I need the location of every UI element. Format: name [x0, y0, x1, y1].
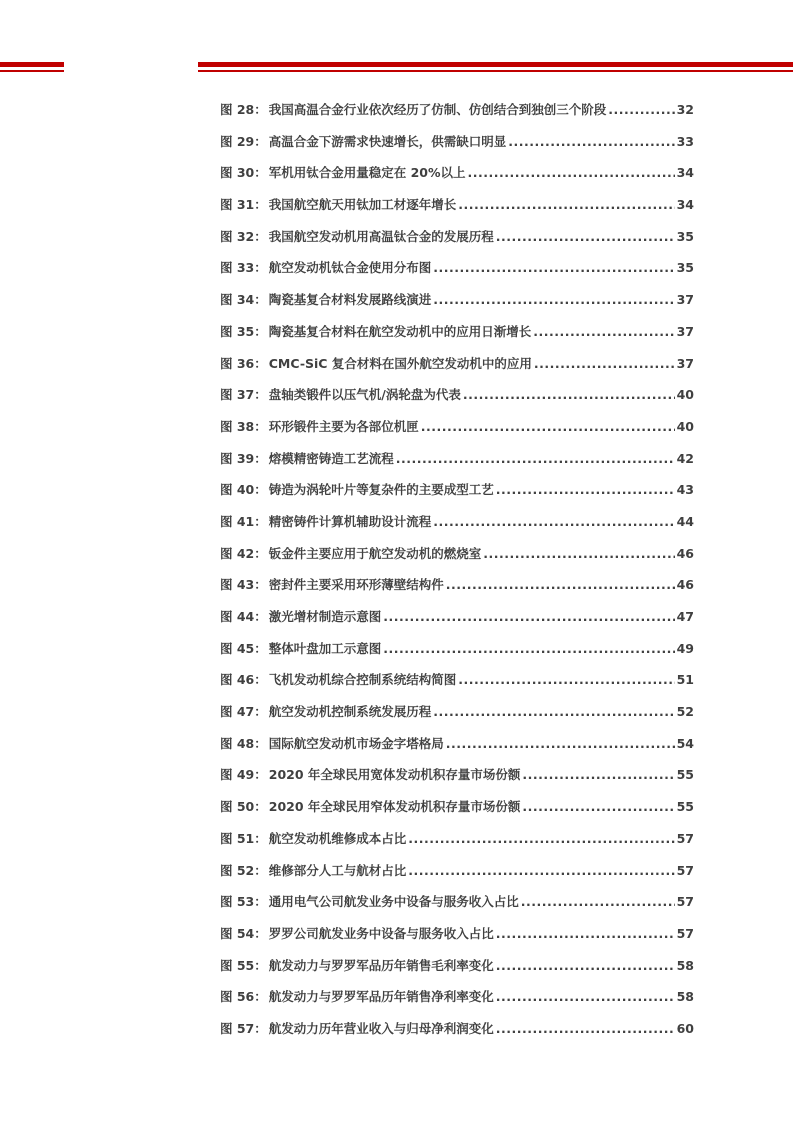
toc-entry-label: 图 37：	[220, 387, 267, 403]
toc-entry-label: 图 57：	[220, 1020, 267, 1036]
toc-entry[interactable]	[220, 544, 694, 576]
toc-entry-title: 陶瓷基复合材料发展路线演进	[268, 292, 432, 308]
toc-dot-leader	[608, 100, 674, 120]
toc-entry[interactable]	[220, 322, 694, 354]
toc-dot-leader	[496, 1019, 675, 1039]
toc-entry-page-number: 57	[676, 830, 694, 846]
toc-dot-leader	[463, 385, 675, 405]
toc-entry-page-number: 58	[676, 957, 694, 973]
toc-entry-label: 图 44：	[220, 609, 267, 624]
toc-entry-title: 2020 年全球民用窄体发动机积存量市场份额	[268, 799, 521, 815]
toc-entry[interactable]	[220, 607, 694, 639]
toc-entry-title: 航发动力与罗罗军品历年销售毛利率变化	[268, 957, 494, 973]
toc-entry-label: 图 32：	[220, 228, 267, 244]
toc-entry-title: 我国航空航天用钛加工材逐年增长	[268, 197, 457, 213]
toc-entry[interactable]	[220, 765, 694, 797]
toc-entry-page-number: 32	[676, 102, 694, 117]
toc-entry-page-number: 42	[676, 450, 694, 466]
toc-entry[interactable]	[220, 639, 694, 671]
toc-dot-leader	[383, 607, 674, 627]
toc-dot-leader	[468, 163, 675, 183]
toc-entry-label: 图 45：	[220, 640, 267, 656]
toc-entry-page-number: 52	[676, 704, 694, 720]
toc-dot-leader	[522, 797, 674, 817]
toc-entry-page-number: 37	[676, 292, 694, 308]
toc-entry[interactable]	[220, 1019, 694, 1051]
header-rule-left-thick	[0, 62, 64, 67]
toc-entry[interactable]	[220, 417, 694, 449]
header-rule-right-thin	[198, 70, 793, 72]
toc-entry[interactable]	[220, 258, 694, 290]
toc-entry-title: 航发动力历年营业收入与归母净利润变化	[268, 1020, 494, 1036]
toc-entry-title: 密封件主要采用环形薄壁结构件	[268, 577, 444, 593]
toc-entry-page-number: 55	[676, 767, 694, 783]
toc-entry-label: 图 42：	[220, 545, 267, 561]
toc-entry-page-number: 54	[676, 735, 694, 751]
toc-entry-title: 2020 年全球民用宽体发动机积存量市场份额	[268, 767, 521, 783]
toc-entry-title: 高温合金下游需求快速增长，供需缺口明显	[268, 133, 507, 149]
toc-entry-title: 通用电气公司航发业务中设备与服务收入占比	[268, 894, 519, 910]
toc-entry[interactable]	[220, 797, 694, 829]
toc-entry[interactable]	[220, 734, 694, 766]
toc-entry-page-number: 37	[676, 355, 694, 371]
toc-entry-page-number: 34	[676, 197, 694, 213]
toc-entry[interactable]	[220, 512, 694, 544]
toc-entry[interactable]	[220, 385, 694, 417]
toc-entry-title: 国际航空发动机市场金字塔格局	[268, 735, 444, 751]
toc-entry-label: 图 48：	[220, 735, 267, 751]
toc-entry-label: 图 47：	[220, 704, 267, 720]
toc-entry-page-number: 34	[676, 165, 694, 181]
toc-dot-leader	[433, 290, 674, 310]
toc-entry-title: 航空发动机控制系统发展历程	[268, 704, 432, 720]
toc-dot-leader	[496, 956, 675, 976]
toc-entry-label: 图 33：	[220, 260, 267, 276]
toc-entry-page-number: 44	[676, 513, 694, 529]
toc-dot-leader	[446, 734, 675, 754]
toc-entry-page-number: 40	[676, 418, 694, 434]
toc-entry[interactable]	[220, 861, 694, 893]
toc-entry-title: 盘轴类锻件以压气机/涡轮盘为代表	[268, 387, 461, 403]
toc-entry-label: 图 54：	[220, 925, 267, 941]
toc-entry[interactable]	[220, 575, 694, 607]
toc-entry-page-number: 43	[676, 482, 694, 498]
toc-entry[interactable]	[220, 480, 694, 512]
toc-entry-label: 图 28：	[220, 102, 267, 117]
toc-entry-title: 航发动力与罗罗军品历年销售净利率变化	[268, 989, 494, 1005]
toc-entry-title: 环形锻件主要为各部位机匣	[268, 418, 419, 434]
header-rule-right-thick	[198, 62, 793, 67]
toc-entry-title: 铸造为涡轮叶片等复杂件的主要成型工艺	[268, 482, 494, 498]
toc-entry-label: 图 41：	[220, 513, 267, 529]
toc-entry-page-number: 57	[676, 894, 694, 910]
toc-entry-title: 整体叶盘加工示意图	[268, 640, 382, 656]
toc-entry-label: 图 30：	[220, 165, 267, 181]
toc-entry-label: 图 36：	[220, 355, 267, 371]
toc-entry-page-number: 46	[676, 577, 694, 593]
toc-entry-page-number: 57	[676, 862, 694, 878]
toc-dot-leader	[534, 354, 675, 374]
toc-entry-label: 图 38：	[220, 418, 267, 434]
toc-dot-leader	[522, 765, 674, 785]
toc-entry-label: 图 40：	[220, 482, 267, 498]
toc-entry-title: 精密铸件计算机辅助设计流程	[268, 513, 432, 529]
toc-entry-label: 图 56：	[220, 989, 267, 1005]
toc-dot-leader	[496, 480, 675, 500]
toc-entry-page-number: 35	[676, 228, 694, 244]
toc-dot-leader	[408, 829, 674, 849]
toc-entry-label: 图 51：	[220, 830, 267, 846]
toc-entry[interactable]	[220, 956, 694, 988]
toc-entry-title: 我国高温合金行业依次经历了仿制、仿创结合到独创三个阶段	[268, 102, 607, 117]
toc-dot-leader	[496, 227, 675, 247]
toc-dot-leader	[421, 417, 675, 437]
toc-entry-page-number: 47	[676, 609, 694, 624]
toc-dot-leader	[483, 544, 674, 564]
toc-entry[interactable]	[220, 892, 694, 924]
toc-dot-leader	[533, 322, 674, 342]
toc-entry-page-number: 60	[676, 1020, 694, 1036]
toc-entry-title: 熔模精密铸造工艺流程	[268, 450, 394, 466]
toc-entry-label: 图 34：	[220, 292, 267, 308]
toc-entry-page-number: 57	[676, 925, 694, 941]
toc-dot-leader	[458, 195, 674, 215]
toc-entry-title: 陶瓷基复合材料在航空发动机中的应用日渐增长	[268, 323, 532, 339]
header-rule-left-thin	[0, 70, 64, 72]
figure-table-of-contents	[220, 100, 694, 1051]
toc-entry-page-number: 40	[676, 387, 694, 403]
toc-entry-label: 图 52：	[220, 862, 267, 878]
toc-dot-leader	[521, 892, 675, 912]
toc-entry-title: 钣金件主要应用于航空发动机的燃烧室	[268, 545, 482, 561]
toc-entry-label: 图 53：	[220, 894, 267, 910]
toc-entry-label: 图 31：	[220, 197, 267, 213]
toc-entry-page-number: 46	[676, 545, 694, 561]
toc-entry-label: 图 43：	[220, 577, 267, 593]
toc-entry[interactable]	[220, 987, 694, 1019]
toc-dot-leader	[458, 670, 674, 690]
toc-entry[interactable]	[220, 100, 694, 132]
toc-dot-leader	[496, 924, 675, 944]
toc-entry-title: CMC-SiC 复合材料在国外航空发动机中的应用	[268, 355, 532, 371]
toc-entry-page-number: 49	[676, 640, 694, 656]
toc-entry[interactable]	[220, 354, 694, 386]
toc-entry[interactable]	[220, 702, 694, 734]
toc-entry-title: 罗罗公司航发业务中设备与服务收入占比	[268, 925, 494, 941]
toc-dot-leader	[496, 987, 675, 1007]
toc-entry-title: 我国航空发动机用高温钛合金的发展历程	[268, 228, 494, 244]
toc-dot-leader	[433, 258, 674, 278]
toc-entry[interactable]	[220, 132, 694, 164]
toc-entry-label: 图 55：	[220, 957, 267, 973]
toc-entry-label: 图 39：	[220, 450, 267, 466]
toc-entry[interactable]	[220, 829, 694, 861]
toc-entry-title: 军机用钛合金用量稳定在 20%以上	[268, 165, 466, 181]
toc-entry[interactable]	[220, 670, 694, 702]
toc-entry-label: 图 49：	[220, 767, 267, 783]
toc-dot-leader	[383, 639, 674, 659]
toc-entry-label: 图 29：	[220, 133, 267, 149]
toc-entry[interactable]	[220, 290, 694, 322]
toc-entry[interactable]	[220, 163, 694, 195]
toc-entry[interactable]	[220, 227, 694, 259]
toc-dot-leader	[433, 702, 674, 722]
toc-dot-leader	[396, 449, 675, 469]
toc-dot-leader	[446, 575, 675, 595]
toc-entry[interactable]	[220, 449, 694, 481]
toc-entry-page-number: 51	[676, 672, 694, 688]
toc-entry-label: 图 46：	[220, 672, 267, 688]
toc-entry[interactable]	[220, 924, 694, 956]
toc-entry-page-number: 37	[676, 323, 694, 339]
toc-dot-leader	[433, 512, 674, 532]
toc-entry-label: 图 50：	[220, 799, 267, 815]
toc-entry-page-number: 33	[676, 133, 694, 149]
toc-entry-title: 激光增材制造示意图	[268, 609, 382, 624]
toc-entry-title: 航空发动机维修成本占比	[268, 830, 407, 846]
toc-dot-leader	[508, 132, 674, 152]
toc-entry-title: 航空发动机钛合金使用分布图	[268, 260, 432, 276]
toc-entry-title: 维修部分人工与航材占比	[268, 862, 407, 878]
toc-entry-label: 图 35：	[220, 323, 267, 339]
toc-entry-page-number: 55	[676, 799, 694, 815]
toc-entry[interactable]	[220, 195, 694, 227]
toc-entry-title: 飞机发动机综合控制系统结构简图	[268, 672, 457, 688]
toc-entry-page-number: 35	[676, 260, 694, 276]
toc-entry-page-number: 58	[676, 989, 694, 1005]
toc-dot-leader	[408, 861, 674, 881]
